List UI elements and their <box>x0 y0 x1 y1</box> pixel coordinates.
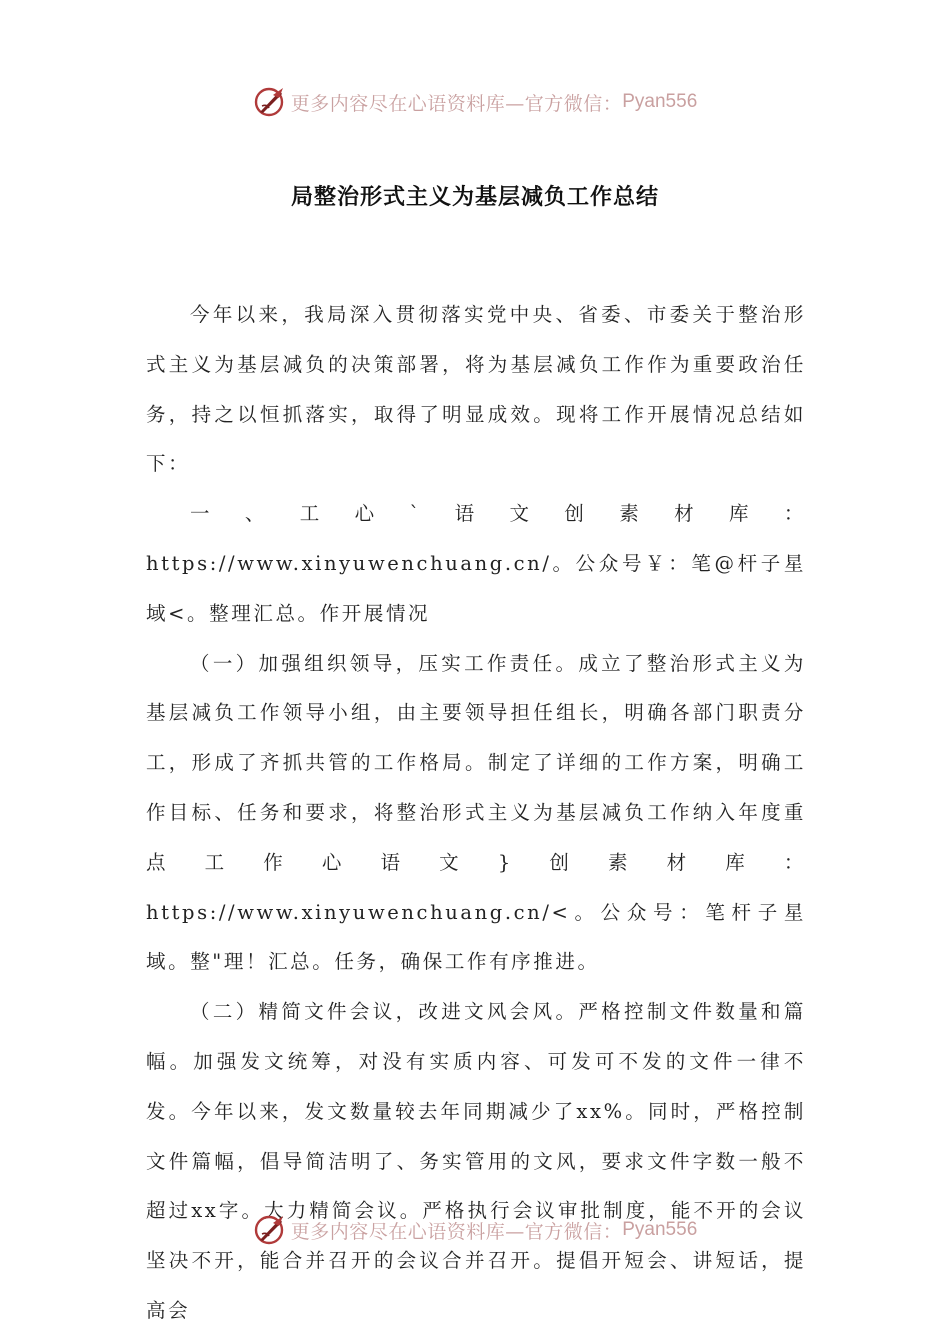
banner-text: 更多内容尽在心语资料库—官方微信： <box>290 92 623 115</box>
banner-wechat-id: Pyan556 <box>622 91 698 112</box>
header-watermark-banner <box>0 82 950 122</box>
paragraph-documents-meetings: （二）精简文件会议，改进文风会风。严格控制文件数量和篇幅。加强发文统筹，对没有实质内容、可发可不发的文件一律不发。今年以来，发文数量较去年同期减少了xx%。同时，严格控制文件篇幅，倡导简洁明了、务实管用的文风，要求文件字数一般不超过xx字。大力精简会议。严格执行会议审批制度，能不开的会议坚决不开，能合并召开的会议合并召开。提倡开短会、讲短话，提高会 <box>146 1000 806 1322</box>
paragraph-intro: 今年以来，我局深入贯彻落实党中央、省委、市委关于整治形式主义为基层减负的决策部署，将为基层减负工作作为重要政治任务，持之以恒抓落实，取得了明显成效。现将工作开展情况总结如下： <box>146 303 806 476</box>
document-body <box>146 290 806 1336</box>
banner-text: 更多内容尽在心语资料库—官方微信： <box>290 1220 623 1243</box>
footer-watermark-banner <box>0 1210 950 1250</box>
paragraph-section-heading: 一、工心`语文创素材库：https://www.xinyuwenchuang.cn/。公众号￥：笔@杆子星域<。整理汇总。作开展情况 <box>146 502 806 625</box>
quill-logo-icon <box>253 85 287 119</box>
banner-wechat-id: Pyan556 <box>622 1219 698 1240</box>
document-title: 局整治形式主义为基层减负工作总结 <box>290 184 659 210</box>
paragraph-organization: （一）加强组织领导，压实工作责任。成立了整治形式主义为基层减负工作领导小组，由主要领导担任组长，明确各部门职责分工，形成了齐抓共管的工作格局。制定了详细的工作方案，明确工作目标、任务和要求，将整治形式主义为基层减负工作纳入年度重点工作心语文}创素材库：https://www.xinyuwenchuang.cn/<。公众号：笔杆子星域。整"理！汇总。任务，确保工作有序推进。 <box>146 651 806 974</box>
quill-logo-icon <box>253 1213 287 1247</box>
